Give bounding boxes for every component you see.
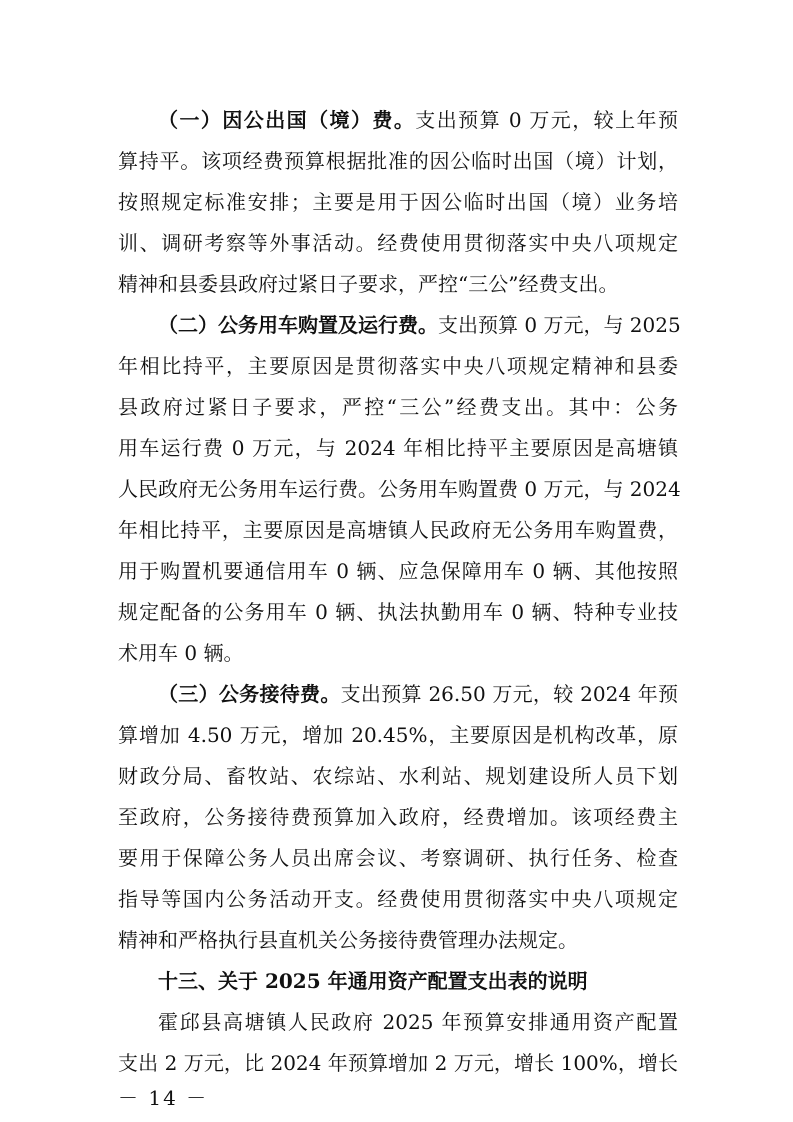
paragraph-3-line-3: 财政分局、畜牧站、农综站、水利站、规划建设所人员下划	[118, 764, 678, 788]
paragraph-2-line-8: 规定配备的公务用车 0 辆、执法执勤用车 0 辆、特种专业技	[118, 600, 678, 624]
paragraph-2-text: 支出预算 0 万元，与 2025	[438, 313, 681, 337]
paragraph-3-line-2: 算增加 4.50 万元，增加 20.45%，主要原因是机构改革，原	[118, 723, 678, 747]
paragraph-2-line-3: 县政府过紧日子要求，严控“三公”经费支出。其中：公务	[118, 395, 678, 419]
section-13-heading: 十三、关于 2025 年通用资产配置支出表的说明	[158, 969, 588, 993]
paragraph-2-line-1	[158, 305, 681, 345]
paragraph-3-line-6: 指导等国内公务活动开支。经费使用贯彻落实中央八项规定	[118, 887, 678, 911]
paragraph-3-heading: （三）公务接待费。	[158, 682, 341, 706]
paragraph-1-heading: （一）因公出国（境）费。	[158, 108, 416, 132]
paragraph-2-heading: （二）公务用车购置及运行费。	[158, 313, 438, 337]
page-number: － 14 －	[118, 1086, 209, 1110]
paragraph-3-line-7: 精神和严格执行县直机关公务接待费管理办法规定。	[118, 928, 578, 952]
paragraph-1-line-5: 精神和县委县政府过紧日子要求，严控“三公”经费支出。	[118, 272, 619, 296]
paragraph-3-line-1	[158, 674, 678, 714]
paragraph-2-line-4: 用车运行费 0 万元，与 2024 年相比持平主要原因是高塘镇	[118, 436, 678, 460]
paragraph-2-line-6: 年相比持平，主要原因是高塘镇人民政府无公务用车购置费，	[118, 518, 678, 542]
paragraph-3-line-5: 要用于保障公务人员出席会议、考察调研、执行任务、检查	[118, 846, 678, 870]
paragraph-3-text: 支出预算 26.50 万元，较 2024 年预	[340, 682, 678, 706]
paragraph-3-line-4: 至政府，公务接待费预算加入政府，经费增加。该项经费主	[118, 805, 678, 829]
paragraph-1-line-4: 训、调研考察等外事活动。经费使用贯彻落实中央八项规定	[118, 231, 678, 255]
paragraph-1-line-1	[158, 100, 678, 140]
paragraph-2-line-9: 术用车 0 辆。	[118, 641, 244, 665]
paragraph-1-line-3: 按照规定标准安排；主要是用于因公临时出国（境）业务培	[118, 190, 678, 214]
paragraph-1-line-2: 算持平。该项经费预算根据批准的因公临时出国（境）计划，	[118, 149, 678, 173]
paragraph-1-text: 支出预算 0 万元，较上年预	[415, 108, 678, 132]
paragraph-2-line-5: 人民政府无公务用车运行费。公务用车购置费 0 万元，与 2024	[118, 477, 681, 501]
paragraph-2-line-2: 年相比持平，主要原因是贯彻落实中央八项规定精神和县委	[118, 354, 678, 378]
paragraph-4-line-2: 支出 2 万元，比 2024 年预算增加 2 万元，增长 100%，增长	[118, 1051, 678, 1075]
paragraph-2-line-7: 用于购置机要通信用车 0 辆、应急保障用车 0 辆、其他按照	[118, 559, 678, 583]
paragraph-4-line-1: 霍邱县高塘镇人民政府 2025 年预算安排通用资产配置	[158, 1010, 678, 1034]
